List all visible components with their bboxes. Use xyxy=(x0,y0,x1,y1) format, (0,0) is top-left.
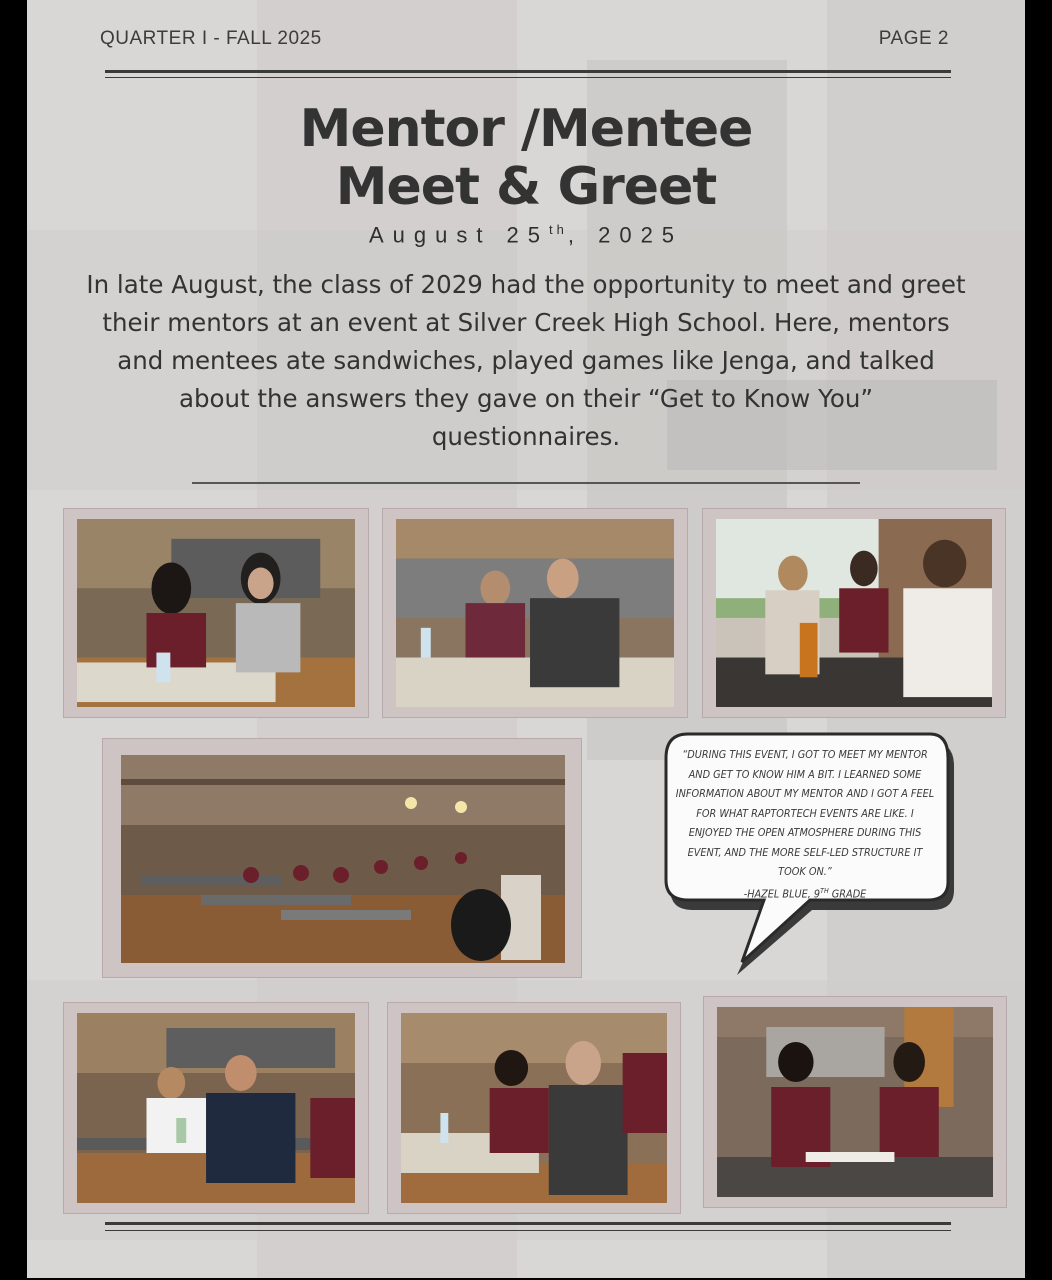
quote-attribution xyxy=(675,882,935,904)
bottom-divider xyxy=(105,1222,951,1225)
newsletter-page xyxy=(27,0,1025,1278)
attribution-grade: GRADE xyxy=(828,887,867,901)
photo-frame-6 xyxy=(387,1002,681,1214)
title-line-1: Mentor /Mentee xyxy=(299,99,753,159)
article-title xyxy=(27,100,1025,216)
mid-divider xyxy=(192,482,860,484)
article-date xyxy=(27,222,1025,248)
photo-mentor-pair-smiling xyxy=(396,519,674,707)
date-ordinal: th xyxy=(549,222,568,237)
photo-students-writing xyxy=(717,1007,993,1197)
attribution-ordinal: TH xyxy=(820,886,829,895)
title-line-2: Meet & Greet xyxy=(335,157,717,217)
page-number: PAGE 2 xyxy=(878,28,949,49)
photo-frame-1 xyxy=(63,508,369,718)
photo-frame-2 xyxy=(382,508,688,718)
date-year: , 2025 xyxy=(567,222,684,248)
photo-cafeteria-wide xyxy=(121,755,565,963)
photo-students-tables xyxy=(77,1013,355,1203)
photo-frame-4 xyxy=(102,738,582,978)
date-main: August 25 xyxy=(368,222,550,248)
photo-mentor-mentee-cafeteria xyxy=(77,519,355,707)
top-divider-thin xyxy=(105,77,951,78)
quote-text: “DURING THIS EVENT, I GOT TO MEET MY MENTOR AND GET TO KNOW HIM A BIT. I LEARNED SOME INFORMATION ABOUT MY MENTOR AND I GOT A FEEL FOR WHAT RAPTORTECH EVENTS ARE LIKE. I ENJOYED THE OPEN ATMOSPHERE DURING THIS EVENT, AND THE MORE SELF-LED STRUCTURE IT TOOK ON.” xyxy=(675,748,935,878)
top-divider xyxy=(105,70,951,73)
photo-frame-5 xyxy=(63,1002,369,1214)
photo-frame-7 xyxy=(703,996,1007,1208)
photo-students-window xyxy=(716,519,992,707)
article-body: In late August, the class of 2029 had the opportunity to meet and greet their mentors at an event at Silver Creek High School. Here, mentors and mentees ate sandwiches, played games like Jenga, and talked about the answers they gave on their “Get to Know You” questionnaires. xyxy=(86,270,966,451)
quarter-label: QUARTER I - FALL 2025 xyxy=(100,28,322,49)
attribution-name: -HAZEL BLUE, 9 xyxy=(743,887,821,901)
photo-mentor-conversation xyxy=(401,1013,667,1203)
mentee-quote xyxy=(675,745,935,904)
photo-frame-3 xyxy=(702,508,1006,718)
bottom-divider-thin xyxy=(105,1230,951,1231)
